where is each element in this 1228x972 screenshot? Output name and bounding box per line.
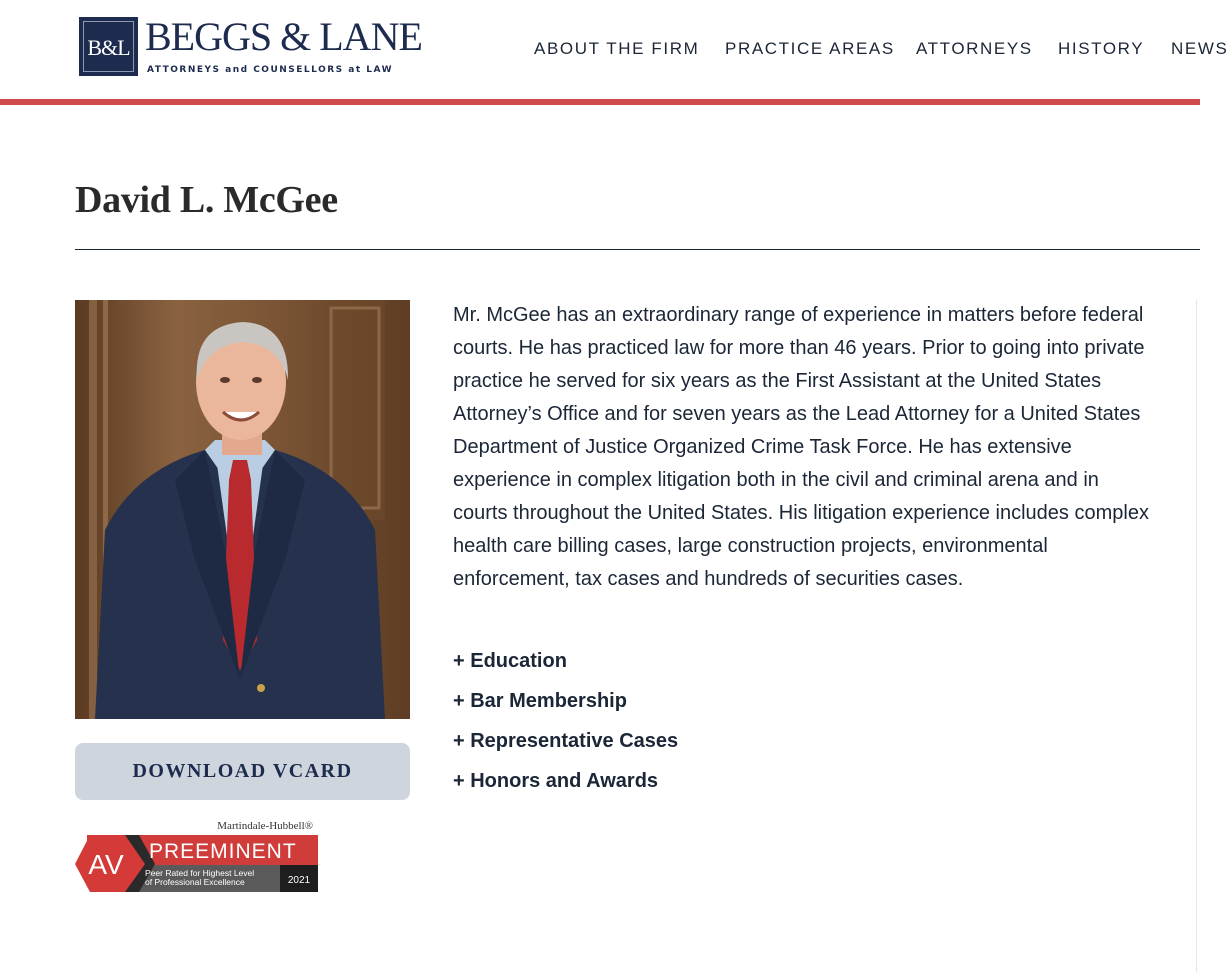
nav-attorneys[interactable]: ATTORNEYS [916,39,1033,58]
badge-rating: AV [88,849,124,880]
nav-about-the-firm[interactable]: ABOUT THE FIRM [534,39,700,58]
section-toggle-honors-awards[interactable]: + Honors and Awards [453,770,659,792]
firm-logo[interactable] [79,14,424,79]
header-accent-bar [0,99,1200,105]
section-toggle-bar-membership[interactable]: + Bar Membership [453,690,627,712]
av-badge-graphic [75,818,318,892]
badge-level: PREEMINENT [149,840,297,863]
download-vcard-button[interactable]: DOWNLOAD VCARD [75,743,410,800]
attorney-portrait-image [75,300,410,719]
logo-tagline: ATTORNEYS and COUNSELLORS at LAW [147,65,394,75]
av-preeminent-badge[interactable] [75,818,318,892]
title-divider [75,249,1200,250]
badge-line1: Peer Rated for Highest Level [145,868,255,878]
nav-practice-areas[interactable]: PRACTICE AREAS [725,39,895,58]
badge-line2: of Professional Excellence [145,877,245,887]
badge-provider: Martindale-Hubbell® [217,820,313,832]
logo-monogram-box [79,17,138,76]
nav-history[interactable]: HISTORY [1058,39,1145,58]
section-toggle-education[interactable]: + Education [453,650,567,672]
logo-monogram: B&L [83,21,134,72]
site-header [0,0,1228,100]
attorney-bio: Mr. McGee has an extraordinary range of experience in matters before federal courts. He has practiced law for more than 46 years. Prior to going into private practice he served for six years as the First Assistant at the United States Attorney’s Office and for seven years as the Lead Attorney for a United States Department of Justice Organized Crime Task Force. He has extensive experience in complex litigation both in the civil and criminal arena and in courts throughout the United States. His litigation experience includes complex health care billing cases, large construction projects, environmental enforcement, tax cases and hundreds of securities cases. [453,304,1149,590]
badge-year: 2021 [287,875,311,886]
nav-news[interactable]: NEWS [1171,39,1228,58]
page-title: David L. McGee [75,179,338,221]
logo-name: BEGGS & LANE [145,14,422,59]
attorney-photo [75,300,410,719]
section-toggle-representative-cases[interactable]: + Representative Cases [453,730,679,752]
content-edge-line [1196,300,1197,972]
